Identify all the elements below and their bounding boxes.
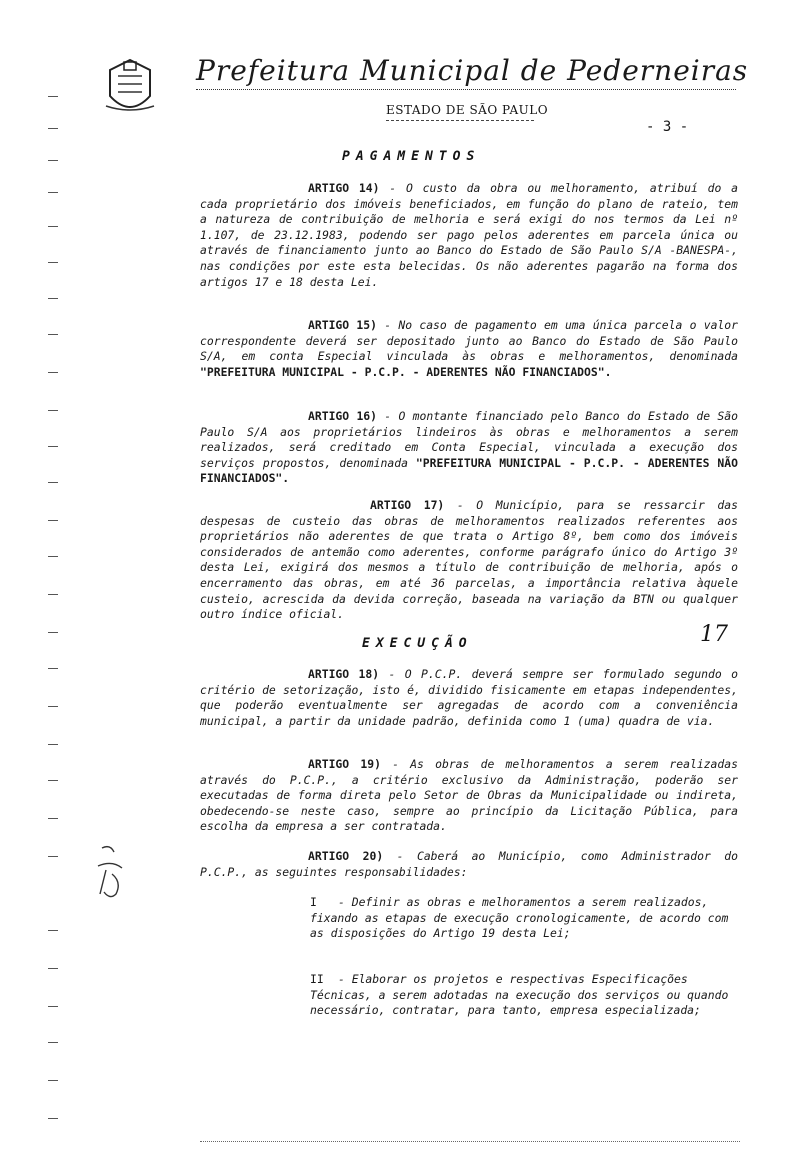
state-rule <box>386 120 534 121</box>
article-18 <box>200 667 738 729</box>
municipal-crest-icon <box>104 56 156 118</box>
article-20-label: ARTIGO 20) <box>308 849 384 863</box>
letterhead-rule <box>196 89 736 90</box>
list-item <box>310 972 740 1019</box>
article-16-text: - O montante financiado pelo Banco do Estado de São Paulo S/A aos proprietários lindeiros às obras e melhoramentos a serem realizados, será creditado em Conta Especial, vinculada a execução dos serviços propostos, denominada <box>200 409 738 470</box>
bottom-rule <box>200 1141 740 1142</box>
article-16-account-name: "PREFEITURA MUNICIPAL - P.C.P. - ADERENTES NÃO FINANCIADOS". <box>200 455 738 486</box>
article-15-text: - No caso de pagamento em uma única parcela o valor correspondente deverá ser depositado junto ao Banco do Estado de São Paulo S/A, em conta Especial vinculada às obras e melhoramentos, denominada <box>200 318 738 364</box>
article-20-text: - Caberá ao Município, como Administrador do P.C.P., as seguintes responsabilidades: <box>200 849 738 879</box>
page-number: - 3 - <box>646 119 689 135</box>
article-20 <box>200 849 738 880</box>
section-heading-pagamentos: PAGAMENTOS <box>342 149 481 164</box>
article-16 <box>200 409 738 487</box>
article-18-text: - O P.C.P. deverá sempre ser formulado segundo o critério de setorização, isto é, dividido fisicamente em etapas independentes, que poderão eventualmente ser agregadas de acordo com a conveniência municipal, a partir da unidade padrão, definida como 1 (uma) quadra de via. <box>200 667 739 728</box>
section-heading-execucao: EXECUÇÃO <box>362 636 473 651</box>
article-14-label: ARTIGO 14) <box>308 181 380 195</box>
list-item-number: I <box>310 895 317 909</box>
list-item-text: - Elaborar os projetos e respectivas Especificações Técnicas, a serem adotadas na execução dos serviços ou quando necessário, contratar, para tanto, empresa especializada; <box>310 972 729 1018</box>
state-label: ESTADO DE SÃO PAULO <box>386 103 549 117</box>
article-17 <box>200 498 738 623</box>
article-19-label: ARTIGO 19) <box>308 757 381 771</box>
article-15-account-name: "PREFEITURA MUNICIPAL - P.C.P. - ADERENTES NÃO FINANCIADOS". <box>200 364 612 379</box>
article-19-text: - As obras de melhoramentos a serem realizadas através do P.C.P., a critério exclusivo da Administração, poderão ser executadas de forma direta pelo Setor de Obras da Municipalidade ou indireta, obedecendo-se neste caso, sempre ao princípio da Licitação Pública, para escolha da empresa a ser contratada. <box>200 757 738 834</box>
article-15-label: ARTIGO 15) <box>308 318 377 332</box>
article-19 <box>200 757 738 835</box>
list-item <box>310 895 740 942</box>
marginal-handwritten-note: 17 <box>700 622 728 647</box>
list-item-number: II <box>310 972 324 986</box>
list-item-text: - Definir as obras e melhoramentos a serem realizados, fixando as etapas de execução cronologicamente, de acordo com as disposições do Artigo 19 desta Lei; <box>310 895 729 941</box>
article-14-text: - O custo da obra ou melhoramento, atribuí do a cada proprietário dos imóveis beneficiados, em função do plano de rateio, tem a natureza de contribuição de melhoria e será exigi do nos termos da Lei nº 1.107, de 23.12.1983, podendo ser pago pelos aderentes em parcela única ou através de financiamento junto ao Banco do Estado de São Paulo S/A -BANESPA-, nas condições por este esta belecidas. Os não aderentes pagarão na forma dos artigos 17 e 18 desta Lei. <box>200 181 739 289</box>
article-17-text: - O Município, para se ressarcir das despesas de custeio das obras de melhoramentos realizados referentes aos proprietários não aderentes de que trata o Artigo 8º, bem como dos imóveis considerados de antemão como aderentes, conforme parágrafo único do Artigo 3º desta Lei, exigirá dos mesmos a título de contribuição de melhoria, após o encerramento das obras, em até 36 parcelas, a importância relativa àquele custeio, acrescida da devida correção, baseada na variação da BTN ou qualquer outro índice oficial. <box>200 498 738 622</box>
letterhead-title: Prefeitura Municipal de Pederneiras <box>196 54 749 87</box>
article-15 <box>200 318 738 380</box>
article-18-label: ARTIGO 18) <box>308 667 380 681</box>
article-16-label: ARTIGO 16) <box>308 409 378 423</box>
article-17-label: ARTIGO 17) <box>370 498 445 512</box>
article-14 <box>200 181 738 290</box>
handwritten-signature-mark <box>92 842 132 902</box>
